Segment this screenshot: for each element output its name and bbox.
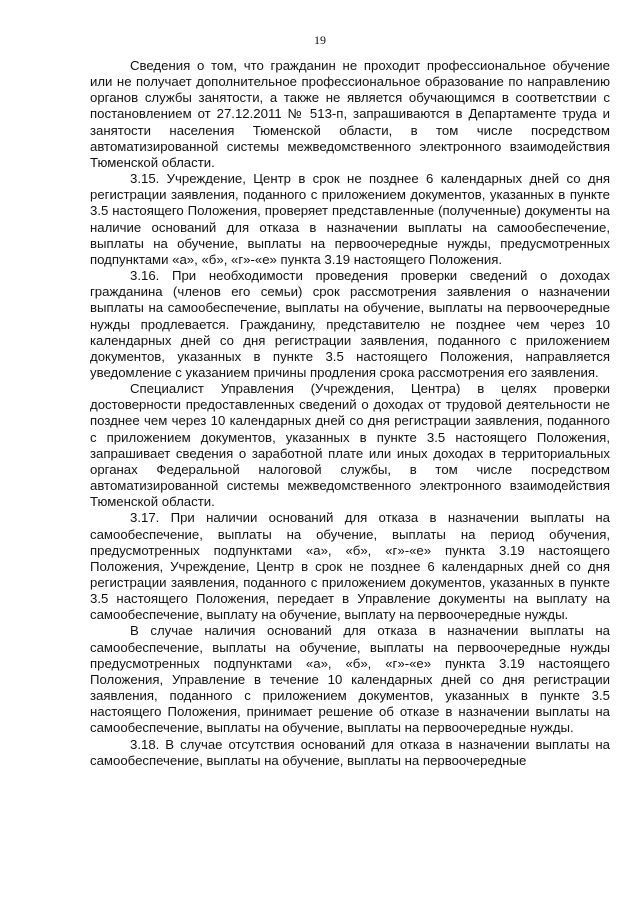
document-body bbox=[90, 58, 610, 769]
paragraph-3-18: 3.18. В случае отсутствия оснований для отказа в назначении выплаты на самообеспечение, выплаты на обучение, выплаты на первоочередные bbox=[90, 736, 610, 768]
paragraph-info-request: Сведения о том, что гражданин не проходит профессиональное обучение или не получает дополнительное профессиональное образование по направлению органов службы занятости, а также не является обучающимся в соответствии с постановлением от 27.12.2011 № 513-п, запрашиваются в Департаменте труда и занятости населения Тюменской области, в том числе посредством автоматизированной системы межведомственного электронного взаимодействия Тюменской области. bbox=[90, 58, 610, 170]
paragraph-3-15: 3.15. Учреждение, Центр в срок не позднее 6 календарных дней со дня регистрации заявления, поданного с приложением документов, указанных в пункте 3.5 настоящего Положения, проверяет представленные (полученные) документы на наличие оснований для отказа в назначении выплаты на самообеспечение, выплаты на обучение, выплаты на первоочередные нужды, предусмотренных подпунктами «а», «б», «г»-«е» пункта 3.19 настоящего Положения. bbox=[90, 171, 610, 267]
paragraph-3-16: 3.16. При необходимости проведения проверки сведений о доходах гражданина (членов его семьи) срок рассмотрения заявления о назначении выплаты на самообеспечение, выплаты на обучение, выплаты на первоочередные нужды продлевается. Гражданину, представителю не позднее чем через 10 календарных дней со дня регистрации заявления, поданного с приложением документов, указанных в пункте 3.5 настоящего Положения, направляется уведомление с указанием причины продления срока рассмотрения его заявления. bbox=[90, 268, 610, 380]
paragraph-specialist-check: Специалист Управления (Учреждения, Центра) в целях проверки достоверности предоставленных сведений о доходах от трудовой деятельности не позднее чем через 10 календарных дней со дня регистрации заявления, поданного с приложением документов, указанных в пункте 3.5 настоящего Положения, запрашивает сведения о заработной плате или иных доходах в территориальных органах Федеральной налоговой службы, в том числе посредством автоматизированной системы межведомственного электронного взаимодействия Тюменской области. bbox=[90, 381, 610, 510]
paragraph-refusal-decision: В случае наличия оснований для отказа в назначении выплаты на самообеспечение, выплаты на обучение, выплаты на первоочередные нужды предусмотренных подпунктами «а», «б», «г»-«е» пункта 3.19 настоящего Положения, Управление в течение 10 календарных дней со дня регистрации заявления, поданного с приложением документов, указанных в пункте 3.5 настоящего Положения, принимает решение об отказе в назначении выплаты на самообеспечение, выплаты на обучение, выплаты на первоочередные нужды. bbox=[90, 623, 610, 736]
paragraph-3-17: 3.17. При наличии оснований для отказа в назначении выплаты на самообеспечение, выплаты на обучение, выплаты на период обучения, предусмотренных подпунктами «а», «б», «г»-«е» пункта 3.19 настоящего Положения, Учреждение, Центр в срок не позднее 6 календарных дней со дня регистрации заявления, поданного с приложением документов, указанных в пункте 3.5 настоящего Положения, передает в Управление документы на выплату на самообеспечение, выплату на обучение, выплату на первоочередные нужды. bbox=[90, 510, 610, 623]
page-number: 19 bbox=[314, 33, 326, 47]
